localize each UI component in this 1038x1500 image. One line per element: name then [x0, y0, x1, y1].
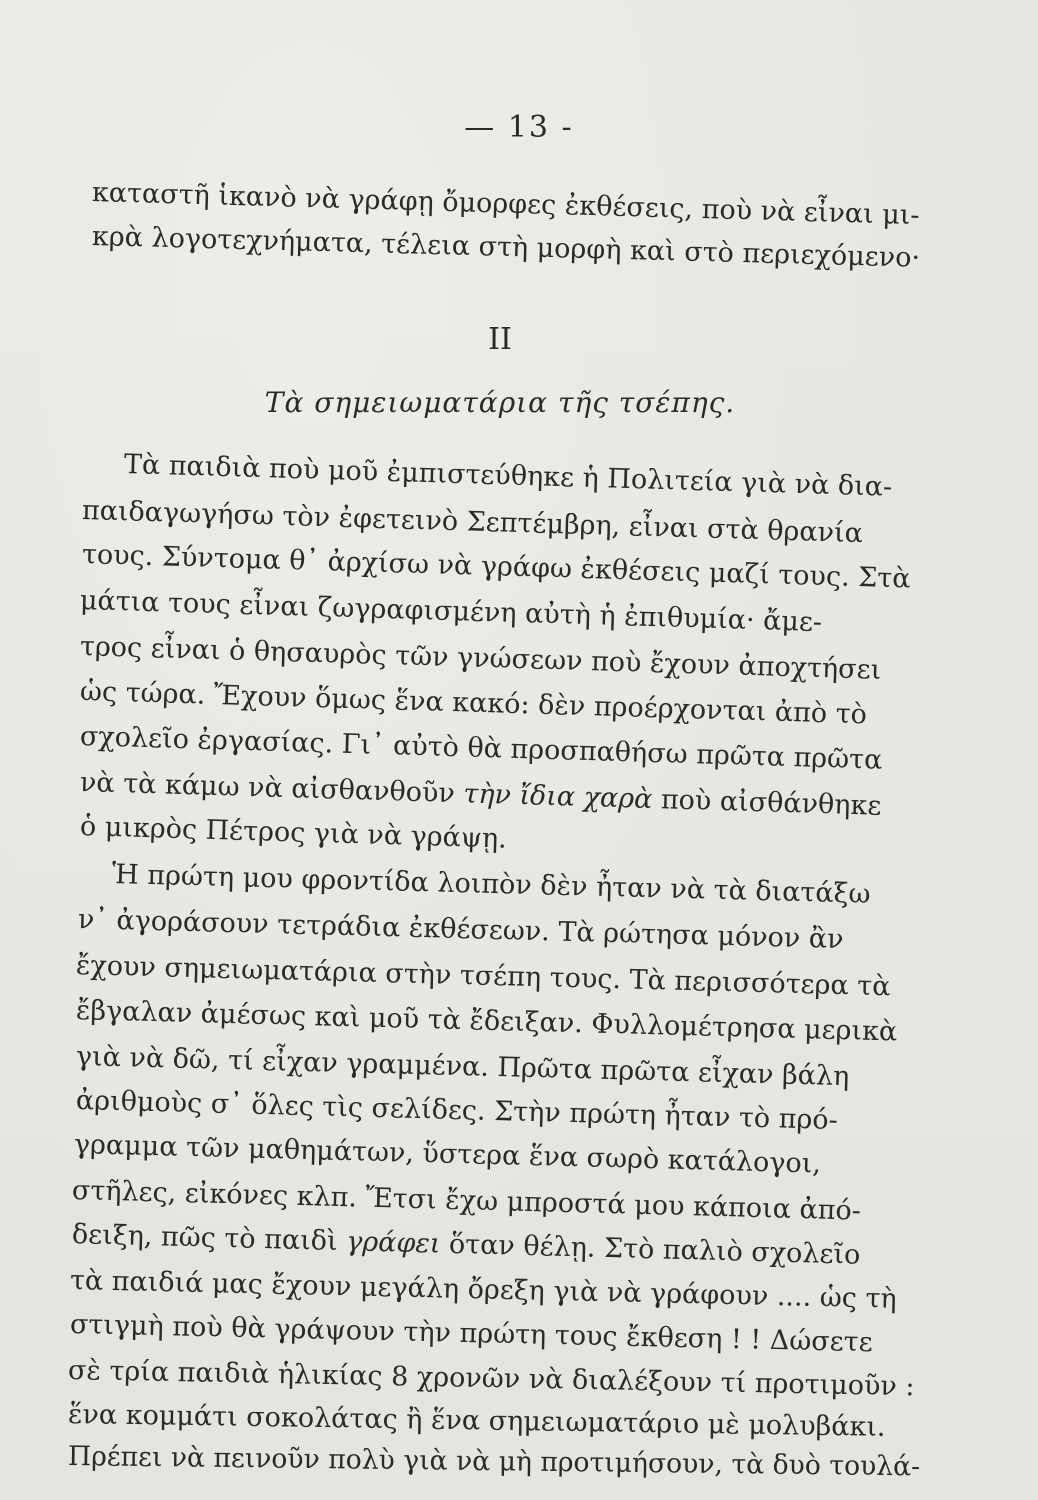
paragraph-line: ἔβγαλαν ἀμέσως καὶ μοῦ τὰ ἔδειξαν. Φυλλομέτρησα μερικὰ	[75, 995, 898, 1048]
intro-line: καταστῆ ἱκανὸ νὰ γράφῃ ὄμορφες ἐκθέσεις, ποὺ νὰ εἶναι μι-	[91, 177, 920, 232]
paragraph-line: γιὰ νὰ δῶ, τί εἶχαν γραμμένα. Πρῶτα πρῶτα εἶχαν βάλη	[75, 1041, 850, 1093]
paragraph-line: ὁ μικρὸς Πέτρος γιὰ νὰ γράψῃ.	[79, 811, 508, 855]
paragraph-line: στῆλες, εἰκόνες κλπ. Ἔτσι ἔχω μπροστά μου κάποια ἀπό-	[71, 1175, 862, 1227]
paragraph-line: στιγμὴ ποὺ θὰ γράψουν τὴν πρώτη τους ἔκθεση ! ! Δώσετε	[69, 1309, 873, 1359]
line-text: ποὺ αἰσθάνθηκε	[651, 783, 882, 822]
paragraph-line: σὲ τρία παιδιὰ ἡλικίας 8 χρονῶν νὰ διαλέξουν τί προτιμοῦν :	[67, 1355, 915, 1403]
line-text: ὅταν θέλῃ. Στὸ παλιὸ σχολεῖο	[439, 1228, 861, 1271]
paragraph-line: τους. Σύντομα θ᾿ ἀρχίσω νὰ γράφω ἐκθέσεις μαζί τους. Στὰ	[81, 539, 911, 595]
paragraph-line: ἔχουν σημειωματάρια στὴν τσέπη τους. Τὰ περισσότερα τὰ	[75, 950, 891, 1003]
paragraph-line: γραμμα τῶν μαθημάτων, ὕστερα ἕνα σωρὸ κατάλογοι,	[73, 1129, 822, 1180]
emphasis-text: τὴν ἴδια χαρὰ	[462, 778, 653, 815]
paragraph-line: σχολεῖο ἐργασίας. Γι᾿ αὐτὸ θὰ προσπαθήσω πρῶτα πρῶτα	[79, 721, 883, 776]
paragraph-line: ἀριθμοὺς σ᾿ ὅλες τὶς σελίδες. Στὴν πρώτη ἦταν τὸ πρό-	[75, 1085, 839, 1136]
paragraph-line: τὰ παιδιά μας ἔχουν μεγάλη ὄρεξη γιὰ νὰ γράφουν .... ὡς τὴ	[69, 1265, 897, 1315]
paragraph-line: Ἡ πρώτη μου φροντίδα λοιπὸν δὲν ἦταν νὰ τὰ διατάξω	[111, 859, 871, 910]
paragraph-line: Πρέπει νὰ πεινοῦν πολὺ γιὰ νὰ μὴ προτιμήσουν, τὰ δυὸ τουλά-	[67, 1441, 921, 1483]
paragraph-line: ν᾿ ἀγοράσουν τετράδια ἐκθέσεων. Τὰ ρώτησα μόνον ἂν	[77, 904, 844, 956]
paragraph-line: παιδαγωγήσω τὸν ἐφετεινὸ Σεπτέμβρη, εἶναι στὰ θρανία	[81, 495, 864, 550]
emphasis-text: γράφει	[345, 1226, 441, 1260]
intro-line: κρὰ λογοτεχνήματα, τέλεια στὴ μορφὴ καὶ στὸ περιεχόμενο·	[91, 221, 921, 274]
line-text: δειξη, πῶς τὸ παιδὶ	[71, 1219, 347, 1258]
paragraph-line: μάτια τους εἶναι ζωγραφισμένη αὐτὴ ἡ ἐπιθυμία· ἄμε-	[79, 585, 823, 639]
paragraph-line	[72, 1218, 861, 1273]
section-title: Τὰ σημειωματάρια τῆς τσέπης.	[264, 386, 736, 419]
page-number: — 13 -	[464, 110, 574, 145]
paragraph-line: τρος εἶναι ὁ θησαυρὸς τῶν γνώσεων ποὺ ἔχουν ἀποχτήσει	[79, 631, 882, 686]
line-text: νὰ τὰ κάμω νὰ αἰσθανθοῦν	[79, 767, 464, 810]
section-number: II	[488, 322, 512, 357]
paragraph-line: ἕνα κομμάτι σοκολάτας ἢ ἕνα σημειωματάριο μὲ μολυβάκι.	[67, 1399, 886, 1443]
paragraph-line: Τὰ παιδιὰ ποὺ μοῦ ἐμπιστεύθηκε ἡ Πολιτεία γιὰ νὰ δια-	[123, 449, 893, 503]
paragraph-line: ὡς τώρα. Ἔχουν ὅμως ἕνα κακό: δὲν προέρχονται ἀπὸ τὸ	[79, 676, 868, 731]
